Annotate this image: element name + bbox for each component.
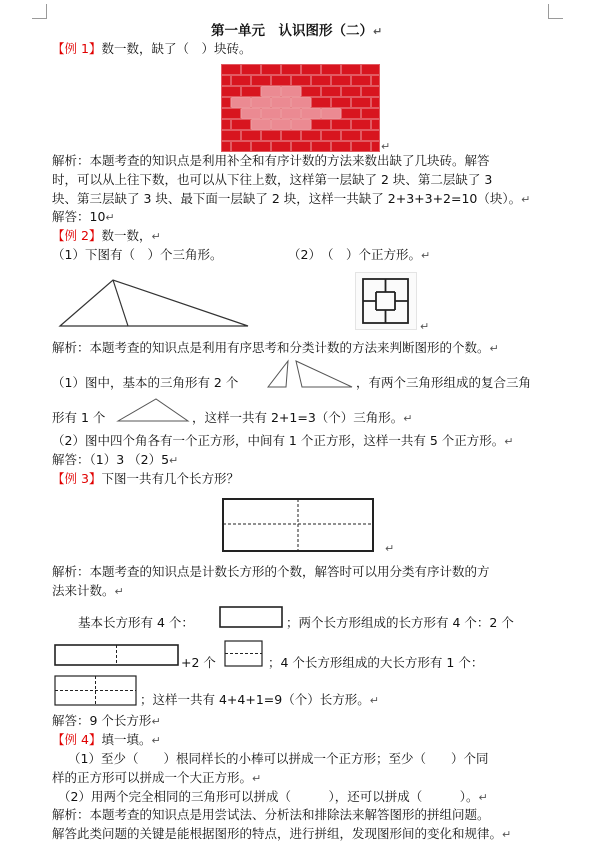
brick <box>372 76 380 86</box>
triangle-figure <box>58 278 250 328</box>
brick <box>292 142 311 152</box>
example-4-analysis-line-1: 解析：本题考查的知识点是用尝试法、分析法和排除法来解答图形的拼组问题。 <box>52 807 490 822</box>
brick <box>332 120 351 130</box>
compound-triangle-figure <box>116 397 190 423</box>
brick <box>362 131 380 141</box>
brick <box>222 76 231 86</box>
brick <box>272 76 291 86</box>
brick <box>282 65 301 75</box>
brick <box>232 142 251 152</box>
missing-brick <box>242 109 261 119</box>
example-1-question: 【例 1】数一数，缺了（ ）块砖。 <box>52 41 252 56</box>
brick <box>352 98 371 108</box>
example-4-subquestion-1a: （1）至少（ ）根同样长的小棒可以拼成一个正方形；至少（ ）个同 <box>68 751 489 766</box>
page-corner-top-right <box>548 4 563 19</box>
example-2-tag: 【例 2】 <box>52 228 102 243</box>
brick <box>322 65 341 75</box>
missing-brick <box>252 120 271 130</box>
brick <box>272 142 291 152</box>
example-2-explanation-1a: （1）图中，基本的三角形有 2 个 <box>52 375 239 390</box>
missing-brick <box>322 109 341 119</box>
example-2-subquestion-1: （1）下图有（ ）个三角形。 <box>52 247 223 262</box>
example-1-answer: 解答：10↵ <box>52 209 115 224</box>
brick <box>232 120 251 130</box>
missing-brick <box>262 109 281 119</box>
missing-brick <box>262 87 281 97</box>
page-title: 第一单元 认识图形（二）↵ <box>211 23 383 39</box>
example-4-subquestion-1b: 样的正方形可以拼成一个大正方形。↵ <box>52 770 262 785</box>
example-1-tag: 【例 1】 <box>52 41 102 56</box>
page-corner-top-left <box>32 4 47 19</box>
brick <box>312 142 331 152</box>
brick <box>322 87 341 97</box>
example-3-analysis-line-2: 法来计数。↵ <box>52 583 124 598</box>
missing-brick <box>292 98 311 108</box>
example-3-two-count: ；两个长方形组成的长方形有 4 个：2 个 <box>286 615 514 630</box>
brick <box>282 131 301 141</box>
brick <box>342 65 361 75</box>
basic-rectangle-figure <box>219 606 285 630</box>
example-3-tag: 【例 3】 <box>52 471 102 486</box>
brick <box>372 120 380 130</box>
example-3-plus-two: +2 个 <box>181 655 216 670</box>
brick <box>312 98 331 108</box>
example-3-four-count: ；4 个长方形组成的大长方形有 1 个： <box>268 655 484 670</box>
brick <box>312 120 331 130</box>
two-rectangles-vertical-figure <box>224 640 264 668</box>
brick <box>302 65 321 75</box>
brick <box>372 98 380 108</box>
brick <box>322 131 341 141</box>
brick <box>352 120 371 130</box>
brick <box>262 65 281 75</box>
example-3-total: ；这样一共有 4+4+1=9（个）长方形。↵ <box>140 692 379 707</box>
missing-brick <box>302 109 321 119</box>
example-2-subquestion-2: （2） （ ）个正方形。↵ <box>288 247 431 262</box>
missing-brick <box>292 120 311 130</box>
brick <box>242 65 261 75</box>
example-2-explanation-1d: ，这样一共有 2+1=3（个）三角形。↵ <box>192 410 413 425</box>
missing-brick <box>272 120 291 130</box>
two-rectangles-horizontal-figure <box>54 644 180 668</box>
brick <box>372 142 380 152</box>
brick <box>262 131 281 141</box>
brick <box>232 76 251 86</box>
brick <box>222 87 241 97</box>
brick <box>342 131 361 141</box>
example-1-analysis-line-1: 解析：本题考查的知识点是利用补全和有序计数的方法来数出缺了几块砖。解答 <box>52 153 490 168</box>
brick <box>242 131 261 141</box>
example-3-analysis-line-1: 解析：本题考查的知识点是计数长方形的个数，解答时可以用分类有序计数的方 <box>52 564 490 579</box>
example-2-explanation-1b: ，有两个三角形组成的复合三角 <box>356 375 532 390</box>
brick <box>222 98 231 108</box>
rectangles-figure <box>222 498 374 552</box>
example-4-analysis-line-2: 解答此类问题的关键是能根据图形的特点，进行拼组，发现图形间的变化和规律。↵ <box>52 826 512 841</box>
example-2-explanation-1c: 形有 1 个 <box>52 410 106 425</box>
example-2-answer: 解答：（1）3 （2）5↵ <box>52 452 179 467</box>
brick <box>302 131 321 141</box>
brick <box>252 142 271 152</box>
example-3-basic-count: 基本长方形有 4 个： <box>78 615 194 630</box>
example-4-question: 【例 4】填一填。↵ <box>52 732 161 747</box>
example-1-analysis-line-2: 时，可以从上往下数，也可以从下往上数，这样第一层缺了 2 块、第二层缺了 3 <box>52 172 493 187</box>
example-4-tag: 【例 4】 <box>52 732 102 747</box>
missing-brick <box>282 109 301 119</box>
brick <box>242 87 261 97</box>
missing-brick <box>252 98 271 108</box>
brick <box>352 76 371 86</box>
brick <box>362 87 380 97</box>
brick <box>222 142 231 152</box>
brick <box>352 142 371 152</box>
missing-brick <box>272 98 291 108</box>
brick <box>222 120 231 130</box>
brick <box>332 98 351 108</box>
brick <box>332 76 351 86</box>
brick <box>362 65 380 75</box>
brick <box>222 109 241 119</box>
example-2-question: 【例 2】数一数，↵ <box>52 228 161 243</box>
example-1-analysis-line-3: 块、第三层缺了 3 块、最下面一层缺了 2 块，这样一共缺了 2+3+3+2=10（块）。↵ <box>52 191 531 206</box>
missing-brick <box>232 98 251 108</box>
brick <box>342 87 361 97</box>
four-rectangles-figure <box>54 675 138 707</box>
brick <box>312 76 331 86</box>
missing-brick <box>282 87 301 97</box>
brick <box>362 109 380 119</box>
example-2-analysis: 解析：本题考查的知识点是利用有序思考和分类计数的方法来判断图形的个数。↵ <box>52 340 499 355</box>
brick <box>292 76 311 86</box>
squares-grid-figure <box>355 272 417 330</box>
brick <box>302 87 321 97</box>
example-4-subquestion-2: （2）用两个完全相同的三角形可以拼成（ ），还可以拼成（ ）。↵ <box>58 789 488 804</box>
brick <box>222 131 241 141</box>
example-3-question: 【例 3】下图一共有几个长方形？ <box>52 471 239 486</box>
basic-triangles-figure <box>266 357 354 389</box>
brick <box>342 109 361 119</box>
brick <box>252 76 271 86</box>
example-2-explanation-2: （2）图中四个角各有一个正方形，中间有 1 个正方形，这样一共有 5 个正方形。↵ <box>52 433 514 448</box>
brick-wall-figure <box>221 64 380 152</box>
brick <box>332 142 351 152</box>
brick <box>222 65 241 75</box>
example-3-answer: 解答：9 个长方形↵ <box>52 713 161 728</box>
